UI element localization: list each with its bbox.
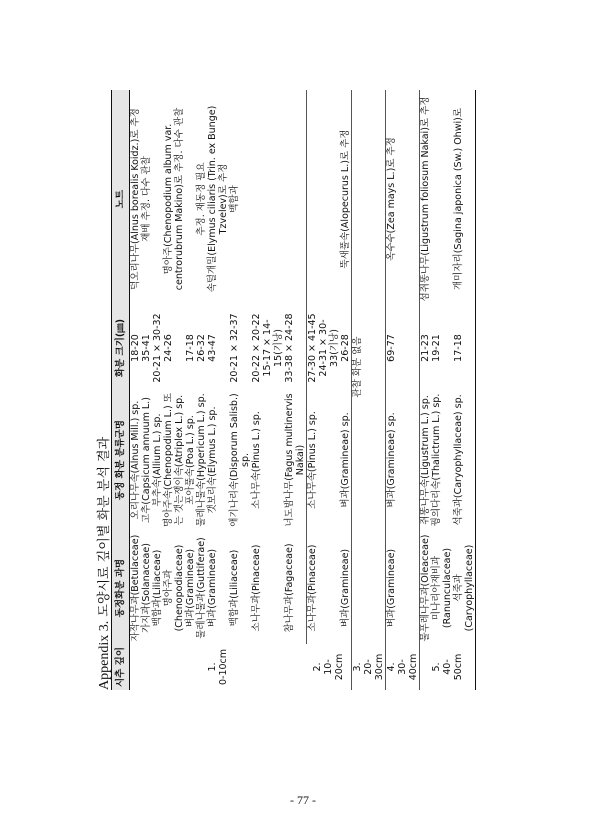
depth-cell <box>307 644 352 690</box>
taxon-cell: 쥐똥나무속(Ligustrum L.) sp. <box>420 395 431 525</box>
depth-range: 10-20cm <box>323 653 346 681</box>
size-cell: 26-32 <box>196 334 207 362</box>
table-header-row <box>112 90 130 690</box>
table-row <box>185 90 196 690</box>
page-number: - 77 - <box>290 793 316 807</box>
table-row <box>352 90 386 690</box>
note-cell: 백합과 <box>229 185 240 213</box>
family-cell: 물레나물과(Guttiferae) <box>196 537 207 639</box>
family-cell: 자작나무과(Betulaceae) <box>130 534 141 642</box>
note-cell <box>185 90 196 308</box>
header-family: 동정화분 과명 <box>112 532 130 644</box>
table-row <box>152 90 163 690</box>
pollen-analysis-table <box>111 90 476 690</box>
taxon-cell: 소나무속(Pinus L.) sp. <box>251 411 262 509</box>
depth-number: 4. <box>386 662 397 672</box>
depth-number: 2. <box>312 662 324 672</box>
size-cell: 17-18 <box>185 334 196 362</box>
appendix-label: Appendix 3. <box>97 620 112 690</box>
table-row <box>163 90 185 690</box>
table-row <box>284 90 307 690</box>
size-cell: 18-20 <box>130 334 141 362</box>
family-cell: 석죽과(Caryophyllaceae) <box>453 532 476 644</box>
depth-number: 5. <box>431 662 442 672</box>
table-row <box>141 90 152 690</box>
depth-number: 3. <box>352 662 363 672</box>
depth-cell <box>130 644 307 690</box>
size-cell: 20-21 × 30-32 <box>152 313 163 383</box>
header-note: 노트 <box>112 90 130 308</box>
size-cell: 19-21 <box>431 334 442 362</box>
taxon-cell: 소나무속(Pinus L.) sp. <box>307 411 318 509</box>
depth-cell <box>386 644 420 690</box>
depth-range: 20-30cm <box>363 653 385 681</box>
table-row <box>130 90 142 690</box>
note-cell: 옥수수(Zea mays L.)로 추정 <box>386 90 420 308</box>
depth-range: 30-40cm <box>397 653 419 681</box>
family-cell: 소나무과(Pinaceae) <box>251 544 262 632</box>
table-row <box>431 90 453 690</box>
taxon-cell: 물레나물속(Hypericum L.) sp. <box>196 393 207 527</box>
note-cell <box>431 90 453 308</box>
header-taxon: 동정 화분 분류군명 <box>112 388 130 532</box>
taxon-cell: 벼과(Gramineae) sp. <box>386 388 420 532</box>
family-cell: 가지과(Solanaceae) <box>141 543 152 633</box>
note-cell <box>152 90 163 308</box>
taxon-cell: 갯보리속(Elymus L.) sp. <box>207 406 218 514</box>
table-row <box>420 90 432 690</box>
taxon-cell: 애기나리속(Disporum Salisb.) sp. <box>229 393 251 527</box>
family-cell: 벼과(Gramineae) <box>185 548 196 628</box>
depth-cell <box>352 644 386 690</box>
depth-number: 1. <box>207 662 219 672</box>
taxon-cell: 석죽과(Caryophyllaceae) sp. <box>453 388 476 532</box>
note-cell: 추정. 재동정 필요 <box>196 162 207 236</box>
family-cell: 물푸레나무과(Oleaceae) <box>420 534 431 642</box>
note-cell: 속털개밀(Elymus ciliaris (Trin. ex Bunge) Tzvelev)로 추정 <box>207 105 229 293</box>
size-cell: 20-21 × 32-37 <box>229 313 240 383</box>
taxon-cell: 고추(Capsicum annuum L.) <box>141 397 152 523</box>
taxon-cell: 부추속(Allium L.) sp. <box>152 413 163 507</box>
family-cell: 참나무과(Fagaceae) <box>284 532 307 644</box>
family-cell: 벼과(Gramineae) <box>386 532 420 644</box>
table-row <box>251 90 284 690</box>
note-cell <box>307 90 341 308</box>
size-cell: 35-41 <box>141 334 152 362</box>
header-size: 화분 크기(㎛) <box>112 308 130 388</box>
family-cell: 백합과(Liliaceae) <box>229 549 240 627</box>
header-depth: 시추 깊이 <box>112 644 130 690</box>
size-cell: 24-26 <box>163 334 174 362</box>
taxon-cell: 너도밤나무(Fagus multinervis Nakai) <box>284 388 307 532</box>
table-row <box>386 90 420 690</box>
note-cell: 개미자리(Sagina japonica (Sw.) Ohwi)로 <box>453 90 476 308</box>
size-cell: 43-47 <box>207 334 218 362</box>
family-cell: 벼과(Gramineae) <box>340 532 352 644</box>
table-row <box>307 90 341 690</box>
note-cell: 뚝새풀속(Alopecurus L.)로 추정 <box>340 90 352 308</box>
no-pollen-observed: 관찰 화분 없음 <box>352 90 386 644</box>
size-cell: 21-23 <box>420 334 431 362</box>
note-cell: 덕오리나무(Alnus borealis Koidz.)로 추정 <box>130 108 141 290</box>
taxon-cell: 벼과(Gramineae) sp. <box>340 388 352 532</box>
size-cell: 27-30 × 41-45 24-31 × 30-33(기낭) <box>307 313 340 383</box>
size-cell: 26-28 <box>340 308 352 388</box>
depth-range: 0-10cm <box>218 648 230 686</box>
family-cell: 명아주과(Chenopodiaceae) <box>163 544 185 632</box>
family-cell: 백합과(Liliaceae) <box>152 549 163 627</box>
appendix-title <box>93 437 113 690</box>
family-cell: 벼과(Gramineae) <box>207 548 218 628</box>
note-cell <box>284 90 307 308</box>
note-cell: 명아주(Chenopodium album var. centrorubrum Makino)로 추정. 다수 관찰 <box>163 107 185 291</box>
taxon-cell: 꿩의다리속(Thalictrum L.) sp. <box>431 393 442 527</box>
table-row <box>196 90 207 690</box>
taxon-cell: 포아풀속(Poa L.) sp. <box>185 415 196 505</box>
taxon-cell: 오리나무속(Alnus Mill.) sp. <box>130 400 141 520</box>
table-row <box>340 90 352 690</box>
note-cell <box>251 90 284 308</box>
size-cell: 69-77 <box>386 308 420 388</box>
note-cell: 섬쥐똥나무(Ligustrum foliosum Nakai)로 추정 <box>420 96 431 302</box>
size-cell: 20-22 × 20-22 15-17 × 14-15(기낭) <box>251 313 284 383</box>
table-row <box>229 90 251 690</box>
family-cell: 미나리아재비과(Ranunculaceae) <box>431 547 453 629</box>
depth-range: 40-50cm <box>442 653 464 681</box>
family-cell: 소나무과(Pinaceae) <box>307 544 318 632</box>
size-cell: 33-38 × 24-28 <box>284 308 307 388</box>
appendix-title-text: 도양시료 깊이별 화분 분석 결과 <box>97 436 112 617</box>
size-cell: 17-18 <box>453 308 476 388</box>
taxon-cell: 명아주속(Chenopodium L.) 또는 갯는쟁이속(Atriplex L.) sp. <box>163 393 185 527</box>
table-row <box>453 90 476 690</box>
rotated-table-block <box>93 90 473 690</box>
table-row <box>207 90 229 690</box>
note-cell: 재배 추정. 다수 관찰 <box>141 156 152 242</box>
depth-cell <box>420 644 476 690</box>
